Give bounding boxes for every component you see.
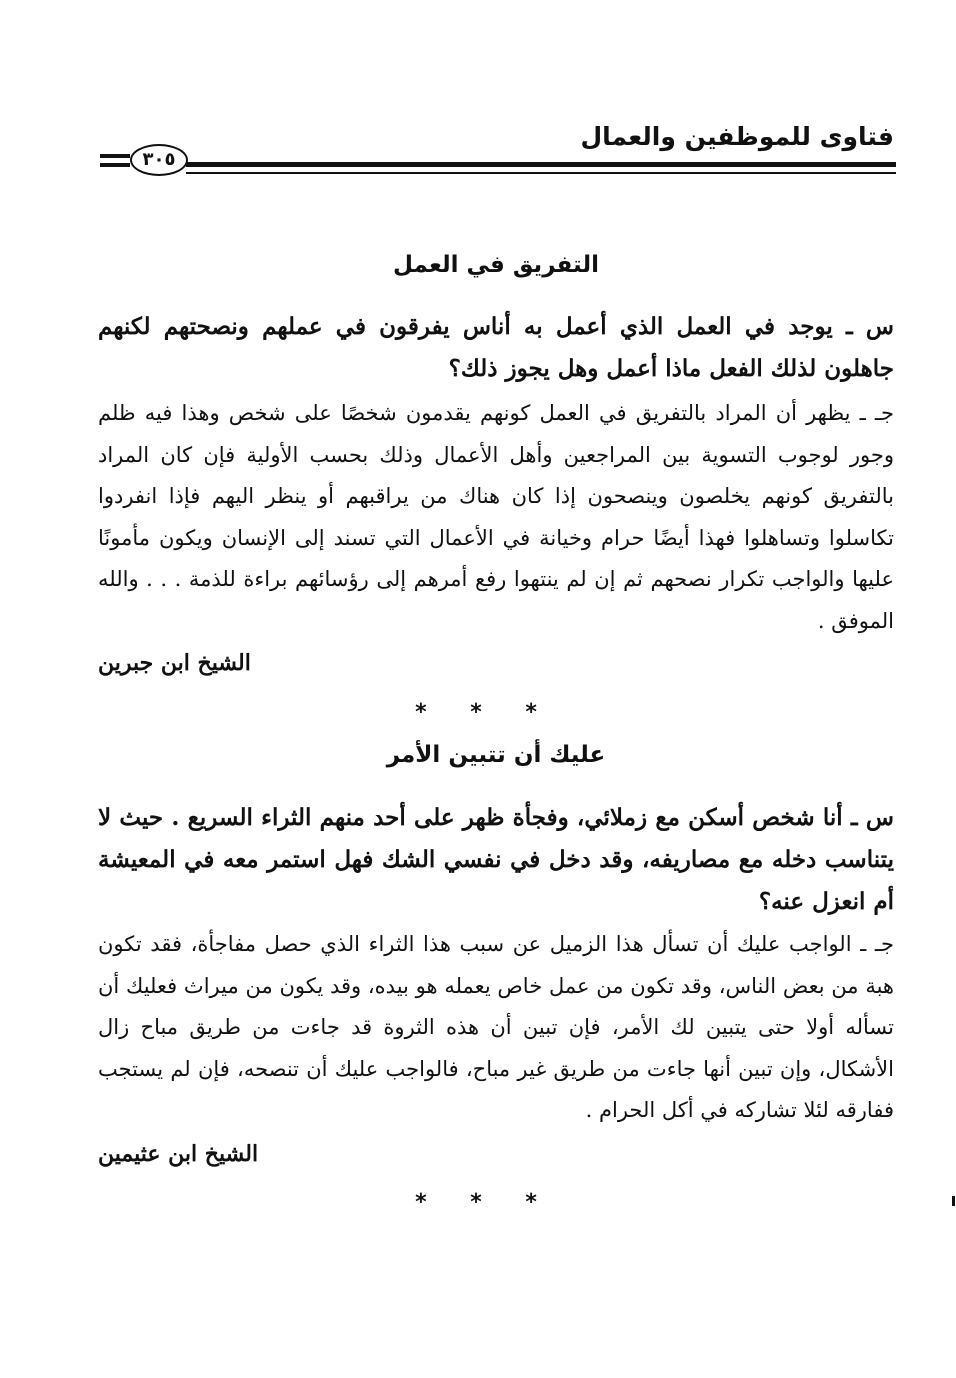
header-rule-left-lower [100, 163, 130, 167]
question-text: س ـ أنا شخص أسكن مع زملائي، وفجأة ظهر على أحد منهم الثراء السريع . حيث لا يتناسب دخله مع مصاريفه، وقد دخل في نفسي الشك فهل استمر معه في المعيشة أم انعزل عنه؟ [98, 804, 894, 915]
section-separator: * * * [415, 1190, 555, 1215]
answer-text: جـ ـ الواجب عليك أن تسأل هذا الزميل عن سبب هذا الثراء الذي حصل مفاجأة، فقد تكون هبة من بعض الناس، وقد تكون من عمل خاص يعمله هو بيده، وقد يكون من ميراث فعليك أن تسأله أولا حتى يتبين لك الأمر، فإن تبين أن هذه الثروة قد جاءت من طريق مباح زال الأشكال، وإن تبين أنها جاءت من طريق غير مباح، فالواجب عليك أن تنصحه، فإن لم يستجب ففارقه لئلا تشاركه في أكل الحرام . [98, 932, 894, 1122]
scan-edge-mark [952, 1196, 955, 1206]
page-number-badge: ٣٠٥ [130, 144, 188, 176]
section-title: عليك أن تتبين الأمر [386, 742, 606, 768]
section-title: التفريق في العمل [393, 252, 599, 278]
answer-text: جـ ـ يظهر أن المراد بالتفريق في العمل كونهم يقدمون شخصًا على شخص وهذا فيه ظلم وجور لوجوب التسوية بين المراجعين وأهل الأعمال وذلك بحسب الأولية فإن كان المراد بالتفريق كونهم يخلصون وينصحون إذا كان هناك من يراقبهم أو ينظر اليهم فإذا انفردوا تكاسلوا وتساهلوا فهذا أيضًا حرام وخيانة في الأعمال التي تسند إلى الإنسان ويكون مأمونًا عليها والواجب تكرار نصحهم ثم إن لم ينتهوا رفع أمرهم إلى رؤسائهم براءة للذمة . . . والله الموفق . [98, 401, 894, 633]
section-separator: * * * [415, 700, 555, 725]
running-header-title: فتاوى للموظفين والعمال [580, 122, 894, 151]
header-rule-thin [186, 172, 896, 174]
header-rule-left-upper [100, 154, 130, 158]
sheikh-attribution: الشيخ ابن جبرين [98, 650, 251, 676]
header-rule-thick [186, 162, 896, 167]
sheikh-attribution: الشيخ ابن عثيمين [98, 1141, 259, 1167]
question-text: س ـ يوجد في العمل الذي أعمل به أناس يفرقون في عملهم ونصحتهم لكنهم جاهلون لذلك الفعل ماذا أعمل وهل يجوز ذلك؟ [98, 313, 894, 382]
